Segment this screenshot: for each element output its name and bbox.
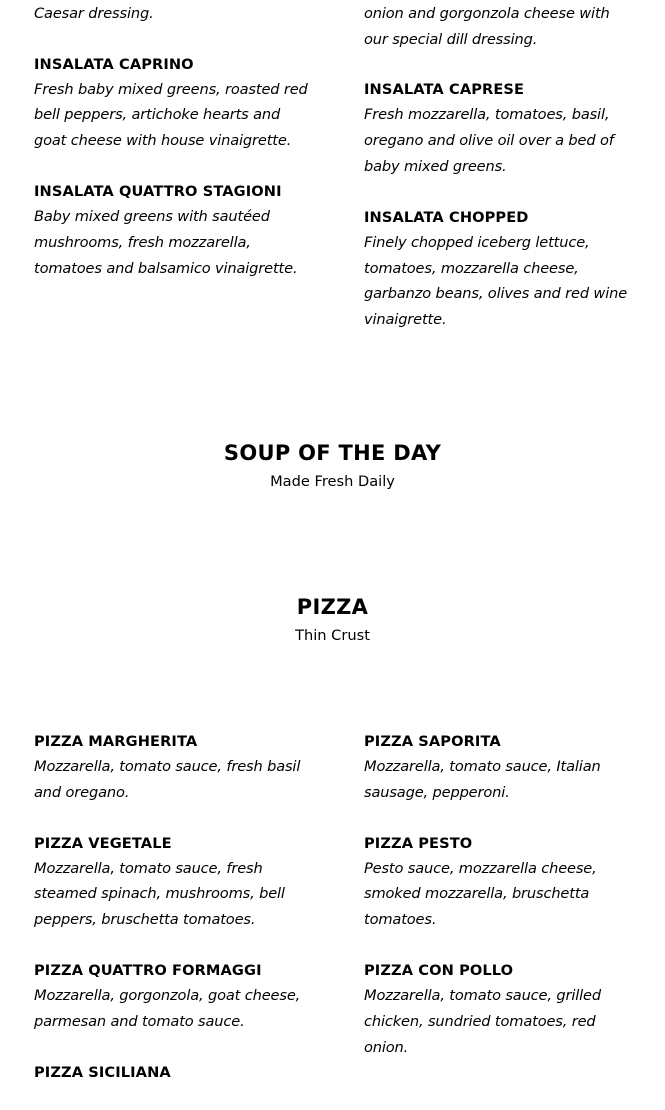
menu-item bbox=[34, 0, 309, 27]
item-name: PIZZA SICILIANA bbox=[34, 1063, 171, 1081]
menu-item bbox=[364, 0, 634, 52]
item-description: Fresh baby mixed greens, roasted red bell peppers, artichoke hearts and goat cheese with house vinaigrette. bbox=[34, 80, 308, 150]
menu-item bbox=[34, 729, 309, 806]
menu-item bbox=[34, 52, 309, 154]
item-description: onion and gorgonzola cheese with our special dill dressing. bbox=[364, 4, 610, 48]
item-description: Pesto sauce, mozzarella cheese, smoked mozzarella, bruschetta tomatoes. bbox=[364, 859, 597, 929]
item-name: PIZZA QUATTRO FORMAGGI bbox=[34, 961, 262, 979]
menu-item bbox=[34, 179, 309, 281]
item-name: PIZZA VEGETALE bbox=[34, 834, 172, 852]
menu-item bbox=[34, 831, 309, 933]
item-name: INSALATA CHOPPED bbox=[364, 208, 529, 226]
salad-column-right bbox=[364, 0, 634, 358]
menu-item bbox=[364, 205, 634, 333]
pizza-column-left bbox=[34, 729, 309, 1110]
menu-item bbox=[364, 729, 634, 806]
item-name: PIZZA PESTO bbox=[364, 834, 473, 852]
item-description: Fresh mozzarella, tomatoes, basil, oregano and olive oil over a bed of baby mixed greens. bbox=[364, 106, 614, 175]
item-description: Mozzarella, tomato sauce, Italian sausage, pepperoni. bbox=[364, 758, 601, 801]
item-description: Mozzarella, gorgonzola, goat cheese, parmesan and tomato sauce. bbox=[34, 986, 301, 1030]
section-title: SOUP OF THE DAY bbox=[223, 441, 442, 465]
item-description: Caesar dressing. bbox=[34, 4, 154, 22]
item-name: INSALATA CAPRESE bbox=[364, 81, 525, 99]
item-name: INSALATA CAPRINO bbox=[34, 55, 194, 73]
menu-item bbox=[34, 958, 309, 1035]
menu-item bbox=[364, 77, 634, 179]
soup-section bbox=[0, 438, 665, 494]
item-description: Finely chopped iceberg lettuce, tomatoes, mozzarella cheese, garbanzo beans, olives and red wine vinaigrette. bbox=[364, 233, 628, 329]
item-description: Mozzarella, tomato sauce, fresh basil and oregano. bbox=[34, 758, 301, 801]
section-subtitle: Made Fresh Daily bbox=[270, 473, 395, 490]
salad-column-left bbox=[34, 0, 309, 306]
section-title: PIZZA bbox=[296, 595, 369, 619]
section-subtitle: Thin Crust bbox=[295, 627, 370, 644]
item-description: Baby mixed greens with sautéed mushrooms, fresh mozzarella, tomatoes and balsamico vinaigrette. bbox=[34, 207, 298, 277]
menu-item bbox=[364, 831, 634, 933]
menu-item bbox=[364, 958, 634, 1060]
menu-item bbox=[34, 1060, 309, 1085]
item-description: Mozzarella, tomato sauce, fresh steamed spinach, mushrooms, bell peppers, bruschetta tomatoes. bbox=[34, 859, 285, 929]
item-name: PIZZA MARGHERITA bbox=[34, 733, 198, 750]
pizza-section bbox=[0, 592, 665, 648]
item-description: Mozzarella, tomato sauce, grilled chicken, sundried tomatoes, red onion. bbox=[364, 986, 601, 1056]
item-name: PIZZA SAPORITA bbox=[364, 733, 501, 750]
item-name: INSALATA QUATTRO STAGIONI bbox=[34, 182, 282, 200]
pizza-column-right bbox=[364, 729, 634, 1085]
item-name: PIZZA CON POLLO bbox=[364, 961, 514, 979]
